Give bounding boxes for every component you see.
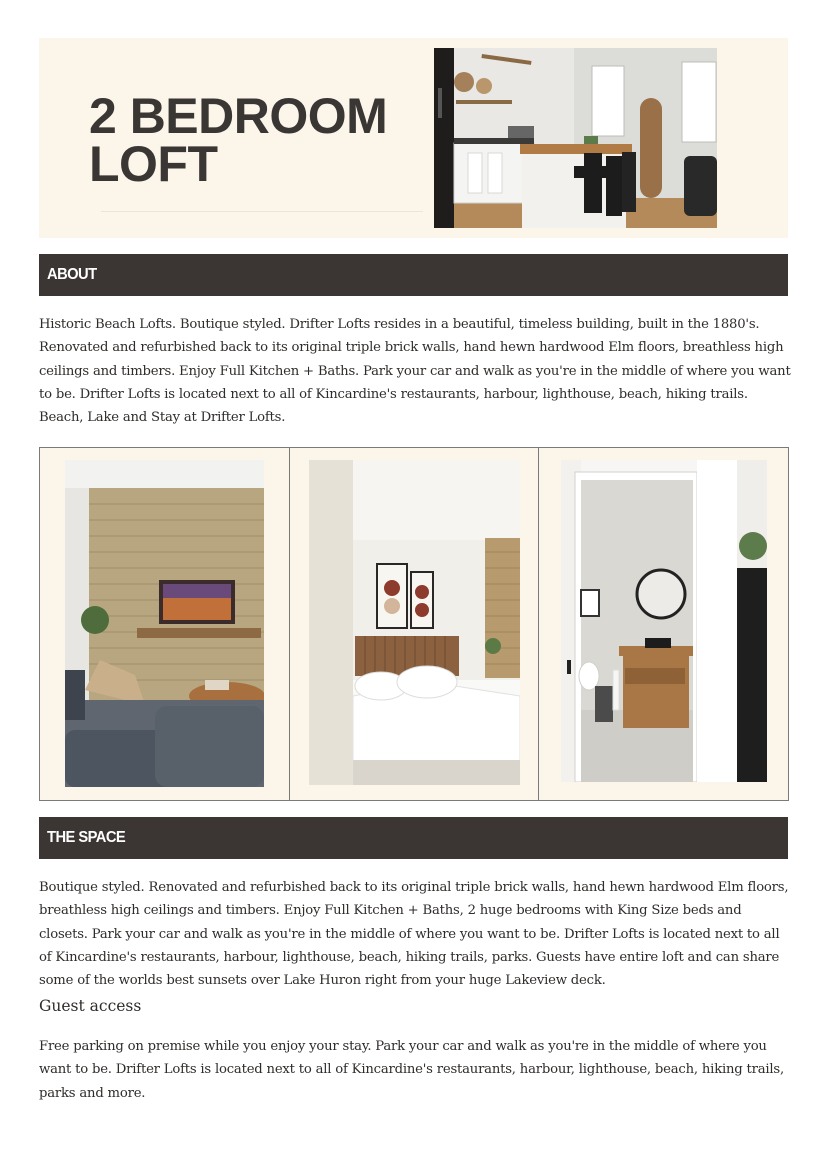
- space-section-header: [39, 817, 788, 859]
- kitchen-photo: [434, 48, 717, 228]
- gallery-cell-bathroom: [538, 448, 788, 800]
- gallery-cell-bedroom: [289, 448, 539, 800]
- space-text: Boutique styled. Renovated and refurbished back to its original triple brick walls, hand hewn hardwood Elm floors, breathless high ceilings and timbers. Enjoy Full Kitchen + Baths, 2 huge bedrooms with King Size beds and closets. Park your car and walk as you're in the middle of where you want to be. Drifter Lofts is located next to all of Kincardine's restaurants, harbour, lighthouse, beach, hiking trails, parks. Guests have entire loft and can share some of the worlds best sunsets over Lake Huron right from your huge Lakeview deck.: [39, 880, 789, 989]
- bathroom-photo: [561, 460, 767, 782]
- hero-banner: [39, 38, 788, 238]
- living-room-photo: [65, 460, 264, 787]
- about-heading: ABOUT: [47, 266, 97, 283]
- page-title-line-2: LOFT: [89, 136, 218, 192]
- title-divider: [101, 211, 423, 212]
- about-section-header: [39, 254, 788, 296]
- photo-gallery: [39, 447, 789, 801]
- bedroom-photo: [309, 460, 520, 785]
- space-heading: THE SPACE: [47, 829, 126, 846]
- gallery-cell-living-room: [40, 448, 289, 800]
- page-title: [89, 88, 388, 192]
- about-text: Historic Beach Lofts. Boutique styled. Drifter Lofts resides in a beautiful, timeless building, built in the 1880's. Renovated and refurbished back to its original triple brick walls, hand hewn hardwood Elm floors, breathless high ceilings and timbers. Enjoy Full Kitchen + Baths. Park your car and walk as you're in the middle of where you want to be. Drifter Lofts is located next to all of Kincardine's restaurants, harbour, lighthouse, beach, hiking trails. Beach, Lake and Stay at Drifter Lofts.: [39, 317, 791, 426]
- page-title-line-1: 2 BEDROOM: [89, 88, 388, 144]
- guest-access-heading: Guest access: [39, 997, 142, 1015]
- guest-access-text: Free parking on premise while you enjoy your stay. Park your car and walk as you're in the middle of where you want to be. Drifter Lofts is located next to all of Kincardine's restaurants, harbour, lighthouse, beach, hiking trails, parks and more.: [39, 1039, 784, 1101]
